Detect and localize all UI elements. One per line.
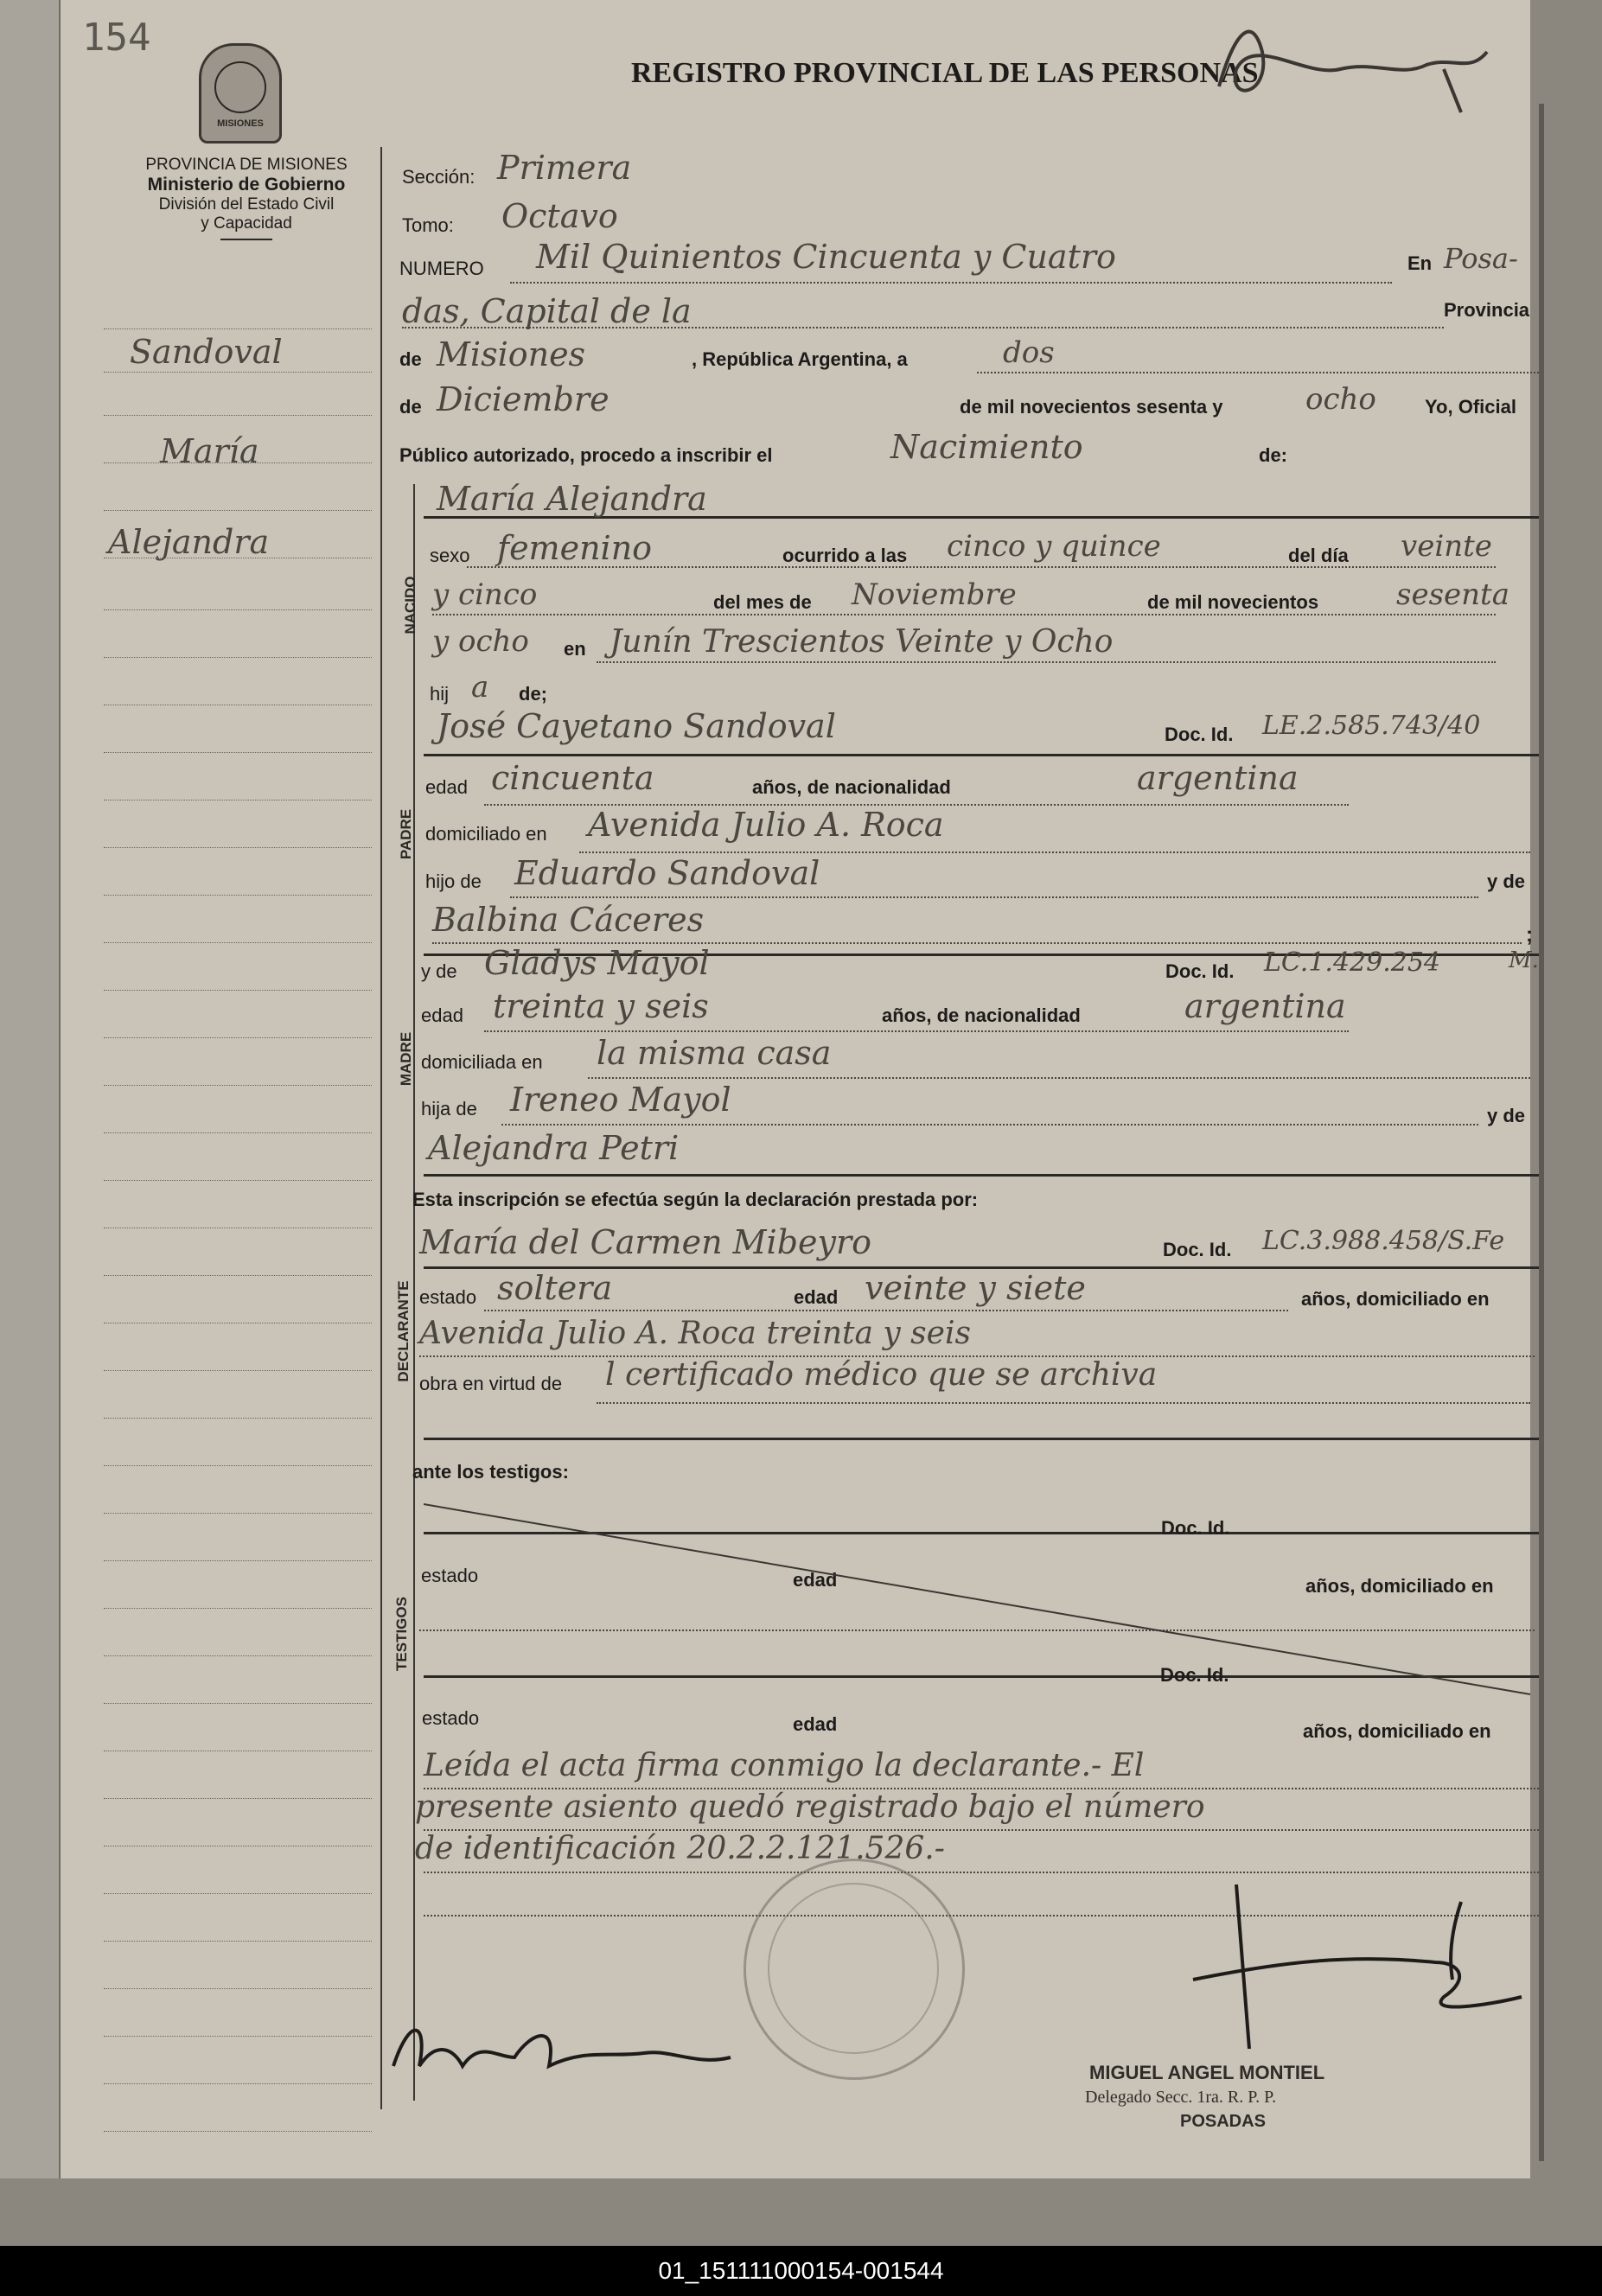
padre-edad-value: cincuenta <box>491 759 654 797</box>
lugar-nac-value: Junín Trescientos Veinte y Ocho <box>610 624 1114 660</box>
margin-rule <box>104 372 372 373</box>
declarante-doc-label: Doc. Id. <box>1163 1239 1232 1260</box>
authority-block <box>104 156 389 240</box>
dotted-line <box>402 327 1444 328</box>
testigo2-anos-label: años, domiciliado en <box>1303 1720 1491 1742</box>
inscripcion-label: Esta inscripción se efectúa según la declaración prestada por: <box>412 1189 979 1210</box>
section-rule <box>424 754 1539 756</box>
section-label-testigos: TESTIGOS <box>393 1597 410 1671</box>
dotted-line <box>484 1030 1349 1032</box>
madre-anos-label: años, de nacionalidad <box>882 1004 1081 1026</box>
authority-capacity: y Capacidad <box>201 214 292 233</box>
obra-label: obra en virtud de <box>419 1373 563 1394</box>
page-title: REGISTRO PROVINCIAL DE LAS PERSONAS <box>631 57 1259 89</box>
seccion-label: Sección: <box>402 166 475 188</box>
madre-dom-label: domiciliada en <box>421 1051 543 1073</box>
margin-rule <box>104 1798 372 1799</box>
padre-dom-label: domiciliado en <box>425 823 547 845</box>
official-round-stamp <box>744 1859 965 2080</box>
yo-oficial-label: Yo, Oficial <box>1425 396 1516 418</box>
margin-rule <box>104 1893 372 1894</box>
testigos-cancel-stroke <box>424 1470 1539 1703</box>
dotted-line <box>432 614 1496 615</box>
nota-line-3: de identificación 20.2.2.121.526.- <box>415 1831 945 1866</box>
top-signature-scribble <box>1202 17 1496 130</box>
testigo2-doc-label: Doc. Id. <box>1160 1664 1229 1686</box>
madre-doc-value: LC.1.429.254 <box>1264 947 1441 978</box>
padre-y-de-label: y de <box>1487 871 1526 892</box>
margin-rule <box>104 510 372 511</box>
dotted-line <box>501 1124 1478 1126</box>
section-label-declarante: DECLARANTE <box>395 1280 412 1382</box>
dotted-line <box>588 1077 1530 1079</box>
oficial-name: MIGUEL ANGEL MONTIEL <box>1089 2062 1325 2083</box>
margin-divider <box>380 147 382 2109</box>
margin-given-name-2: Alejandra <box>108 523 270 561</box>
madre-nac-value: argentina <box>1184 987 1346 1025</box>
abuelo-paterno-value: Eduardo Sandoval <box>514 854 820 892</box>
de3-label: de; <box>519 683 547 705</box>
tomo-value: Octavo <box>501 197 618 235</box>
margin-rule <box>104 328 372 329</box>
margin-rule <box>104 1655 372 1656</box>
tomo-label: Tomo: <box>402 214 454 236</box>
mes-value: Diciembre <box>437 380 610 418</box>
nota-line-2: presente asiento quedó registrado bajo el número <box>415 1789 1205 1825</box>
en-value: Posa- <box>1444 242 1518 275</box>
sexo-label: sexo <box>430 545 470 566</box>
margin-rule <box>104 2036 372 2037</box>
authority-divider <box>220 239 272 240</box>
madre-edad-label: edad <box>421 1004 463 1026</box>
provincia-label: Provincia <box>1444 299 1530 321</box>
acto-value: Nacimiento <box>890 428 1083 466</box>
oficial-signature <box>1176 1876 1539 2066</box>
abuela-paterna-value: Balbina Cáceres <box>432 901 705 939</box>
del-dia-label: del día <box>1288 545 1349 566</box>
dotted-line <box>424 1872 1539 1873</box>
margin-rule <box>104 1085 372 1086</box>
madre-y-de-label: y de <box>421 960 457 982</box>
margin-rule <box>104 1418 372 1419</box>
margin-rule <box>104 1132 372 1133</box>
coat-of-arms-seal <box>199 43 282 144</box>
declarante-estado-label: estado <box>419 1286 477 1308</box>
testigo1-anos-label: años, domiciliado en <box>1305 1575 1494 1597</box>
section-rule <box>424 1438 1539 1440</box>
nombre-value: María Alejandra <box>437 480 707 518</box>
margin-rule <box>104 1941 372 1942</box>
seal-emblem <box>214 61 266 113</box>
padre-hijo-de-label: hijo de <box>425 871 482 892</box>
hora-value: cinco y quince <box>947 529 1161 564</box>
testigo2-estado-label: estado <box>422 1707 480 1729</box>
testigo2-edad-label: edad <box>793 1713 838 1735</box>
dia-value: dos <box>1003 335 1055 370</box>
declarante-doc-value: LC.3.988.458/S.Fe <box>1262 1226 1505 1256</box>
margin-rule <box>104 2131 372 2132</box>
de-mil-label: de mil novecientos sesenta y <box>960 396 1223 418</box>
margin-rule <box>104 1608 372 1609</box>
anio-nac-value-1: sesenta <box>1396 577 1509 612</box>
dotted-line <box>597 661 1496 663</box>
padre-nac-value: argentina <box>1137 759 1299 797</box>
de-colon-label: de: <box>1259 444 1287 466</box>
margin-rule <box>104 609 372 610</box>
de2-label: de <box>399 396 422 418</box>
padre-nombre-value: José Cayetano Sandoval <box>437 707 836 745</box>
oficial-city: POSADAS <box>1180 2112 1266 2131</box>
padre-edad-label: edad <box>425 776 468 798</box>
seal-text: MISIONES <box>217 118 264 129</box>
margin-rule <box>104 990 372 991</box>
ocurrido-label: ocurrido a las <box>782 545 908 566</box>
margin-rule <box>104 1703 372 1704</box>
sexo-value: femenino <box>497 529 653 567</box>
seccion-value: Primera <box>497 149 632 187</box>
authority-division: División del Estado Civil <box>158 195 335 214</box>
abuelo-materno-value: Ireneo Mayol <box>510 1081 731 1119</box>
madre-hija-de-label: hija de <box>421 1098 477 1119</box>
margin-rule <box>104 1037 372 1038</box>
margin-rule <box>104 1560 372 1561</box>
declarante-estado-value: soltera <box>497 1269 613 1307</box>
margin-rule <box>104 1370 372 1371</box>
declarante-edad-value: veinte y siete <box>865 1269 1086 1307</box>
madre-doc-label: Doc. Id. <box>1165 960 1235 982</box>
testigo1-edad-label: edad <box>793 1569 838 1591</box>
anio-nac-value-2: y ocho <box>432 624 529 659</box>
dotted-line <box>597 1402 1530 1404</box>
madre-y-de2-label: y de <box>1487 1105 1526 1126</box>
anio-value: ocho <box>1305 382 1376 417</box>
numero-label: NUMERO <box>399 258 484 279</box>
testigo1-doc-label: Doc. Id. <box>1161 1517 1230 1539</box>
margin-rule <box>104 415 372 416</box>
del-mes-label: del mes de <box>713 591 812 613</box>
republica-label: , República Argentina, a <box>692 348 908 370</box>
dotted-line <box>579 851 1530 853</box>
margin-given-name-1: María <box>160 432 259 470</box>
image-filename-footer: 01_151111000154-001544 <box>0 2246 1602 2296</box>
dotted-line <box>467 566 1496 568</box>
madre-edad-value: treinta y seis <box>493 987 709 1025</box>
section-label-madre: MADRE <box>398 1031 414 1087</box>
authority-ministry: Ministerio de Gobierno <box>147 175 346 195</box>
madre-nombre-value: Gladys Mayol <box>484 944 710 982</box>
authority-province: PROVINCIA DE MISIONES <box>145 156 348 174</box>
ante-testigos-label: ante los testigos: <box>412 1461 569 1483</box>
declarante-signature <box>385 2006 748 2101</box>
semicolon-label: ; <box>1526 923 1533 947</box>
obra-value: l certificado médico que se archiva <box>605 1357 1158 1393</box>
hij-label: hij <box>430 683 450 705</box>
section-rule <box>424 1174 1539 1177</box>
dotted-line <box>510 896 1478 898</box>
dotted-line <box>484 1310 1288 1311</box>
en-label: En <box>1407 252 1433 274</box>
margin-rule <box>104 1988 372 1989</box>
margin-surname: Sandoval <box>130 333 283 371</box>
margin-rule <box>104 847 372 848</box>
madre-dom-value: la misma casa <box>597 1034 832 1072</box>
nota-line-1: Leída el acta firma conmigo la declarante.- El <box>424 1748 1145 1783</box>
dia-nac-value-1: veinte <box>1401 529 1492 564</box>
margin-rule <box>104 895 372 896</box>
oficial-role: Delegado Secc. 1ra. R. P. P. <box>1085 2088 1277 2107</box>
dotted-line <box>977 372 1539 373</box>
de-label: de <box>399 348 422 370</box>
padre-anos-label: años, de nacionalidad <box>752 776 951 798</box>
en2-label: en <box>564 638 586 660</box>
margin-rule <box>104 1513 372 1514</box>
numero-value: Mil Quinientos Cincuenta y Cuatro <box>536 238 1116 276</box>
abuela-materna-value: Alejandra Petri <box>428 1129 680 1167</box>
page-number: 154 <box>82 16 151 60</box>
madre-doc-suffix: M. <box>1509 947 1539 973</box>
margin-rule <box>104 1180 372 1181</box>
margin-rule <box>104 657 372 658</box>
hij-suffix-value: a <box>471 670 489 705</box>
declarante-anos-label: años, domiciliado en <box>1301 1288 1490 1310</box>
padre-doc-value: LE.2.585.743/40 <box>1262 711 1481 741</box>
dotted-line <box>510 282 1392 284</box>
padre-doc-label: Doc. Id. <box>1165 724 1234 745</box>
de-mil-nov-label: de mil novecientos <box>1147 591 1319 613</box>
declarante-nombre-value: María del Carmen Mibeyro <box>419 1223 872 1261</box>
previous-page-edge <box>0 0 61 2178</box>
margin-rule <box>104 942 372 943</box>
dia-nac-value-2: y cinco <box>432 577 538 612</box>
margin-rule <box>104 752 372 753</box>
declarante-dom-value: Avenida Julio A. Roca treinta y seis <box>419 1316 971 1351</box>
margin-rule <box>104 462 372 463</box>
provincia-value: Misiones <box>437 335 586 373</box>
testigo1-estado-label: estado <box>421 1565 479 1586</box>
lugar-value: das, Capital de la <box>402 292 692 330</box>
padre-dom-value: Avenida Julio A. Roca <box>588 806 944 844</box>
margin-rule <box>104 1275 372 1276</box>
margin-rule <box>104 1465 372 1466</box>
section-label-padre: PADRE <box>398 808 414 860</box>
margin-rule <box>104 2083 372 2084</box>
mes-nac-value: Noviembre <box>852 577 1017 612</box>
publico-label: Público autorizado, procedo a inscribir el <box>399 444 773 466</box>
declarante-edad-label: edad <box>794 1286 839 1308</box>
binding-edge <box>1539 104 1544 2161</box>
section-label-nacido: NACIDO <box>402 576 418 635</box>
